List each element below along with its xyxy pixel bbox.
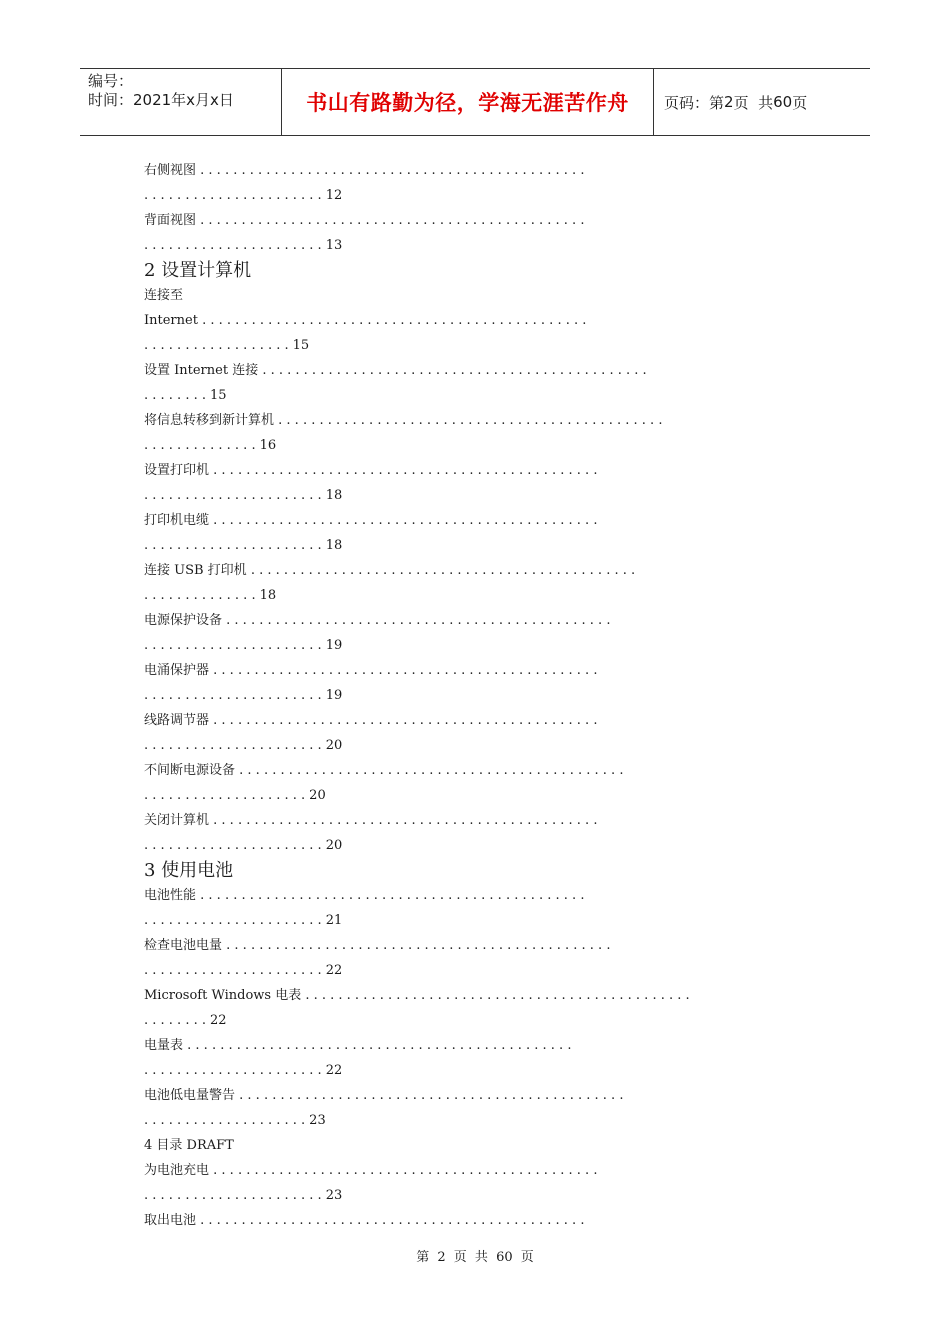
toc-page-number: 16 [259, 438, 277, 453]
toc-entry-title: 检查电池电量 [144, 938, 223, 953]
toc-entry[interactable] [144, 933, 809, 958]
toc-entry-title: 连接 USB 打印机 [144, 563, 247, 578]
toc-entry[interactable] [144, 508, 809, 533]
toc-dot-leader: . . . . . . . . . . . . . . . . . . . . . . . . . . . . . . . . . . . . . . . . . . . . . . . [196, 1213, 585, 1228]
toc-entry-continuation [144, 183, 809, 208]
toc-dot-leader: . . . . . . . . . . . . . . . . . . . . . . . . . . . . . . . . . . . . . . . . . . . . . . . [301, 988, 690, 1003]
toc-page-number: 21 [325, 913, 343, 928]
toc-entry[interactable] [144, 1158, 809, 1183]
toc-dot-leader: . . . . . . . . . . . . . . . . . . . . . . . . . . . . . . . . . . . . . . . . . . . . . . . [222, 938, 611, 953]
toc-dot-leader: . . . . . . . . . . . . . . . . . . . . . . . . . . . . . . . . . . . . . . . . . . . . . . . [235, 763, 624, 778]
toc-dot-leader: . . . . . . . . . . . . . . . . . . . . . . [144, 638, 322, 653]
toc-page-number: 20 [325, 738, 343, 753]
toc-entry-title: 电源保护设备 [144, 613, 223, 628]
toc-entry-title: Internet [144, 313, 198, 328]
toc-dot-leader: . . . . . . . . . . . . . . . . . . . . [144, 788, 306, 803]
toc-entry-title: 右侧视图 [144, 163, 197, 178]
footer-middle: 页 共 [453, 1250, 488, 1265]
toc-plain-line: 连接至 [144, 288, 184, 303]
toc-page-number: 20 [325, 838, 343, 853]
toc-dot-leader: . . . . . . . . . . . . . . . . . . . . . . . . . . . . . . . . . . . . . . . . . . . . . . . [209, 1163, 598, 1178]
toc-dot-leader: . . . . . . . . . . . . . . . . . . . . [144, 1113, 306, 1128]
toc-dot-leader: . . . . . . . . . . . . . . . . . . . . . . . . . . . . . . . . . . . . . . . . . . . . . . . [197, 313, 587, 328]
toc-entry-continuation [144, 333, 809, 358]
header-page-info [654, 69, 870, 135]
page-info-total: 60 [773, 93, 793, 111]
toc-entry-title: 设置 Internet 连接 [144, 363, 259, 378]
toc-dot-leader: . . . . . . . . . . . . . . . . . . . . . . [144, 238, 322, 253]
toc-entry-title: 线路调节器 [144, 713, 210, 728]
toc-entry[interactable] [144, 308, 809, 333]
header-motto-cell [282, 69, 654, 135]
toc-entry-continuation [144, 583, 809, 608]
header-motto: 书山有路勤为径，学海无涯苦作舟 [306, 91, 629, 115]
toc-entry-continuation [144, 233, 809, 258]
toc-dot-leader: . . . . . . . . . . . . . . . . . . . . . . . . . . . . . . . . . . . . . . . . . . . . . . . [258, 363, 647, 378]
toc-entry[interactable] [144, 1208, 809, 1233]
toc-dot-leader: . . . . . . . . . . . . . . . . . . . . . . [144, 738, 322, 753]
toc-entry-continuation [144, 483, 809, 508]
toc-entry[interactable] [144, 158, 809, 183]
toc-dot-leader: . . . . . . . . . . . . . . . . . . [144, 338, 289, 353]
toc-page-number: 23 [325, 1188, 343, 1203]
page-info-current: 2 [724, 93, 734, 111]
toc-entry-title: 电量表 [144, 1038, 184, 1053]
page-footer [0, 1246, 950, 1265]
toc-entry-continuation [144, 958, 809, 983]
toc-entry-title: 电池低电量警告 [144, 1088, 236, 1103]
toc-dot-leader: . . . . . . . . . . . . . . . . . . . . . . [144, 688, 322, 703]
toc-entry-title: 设置打印机 [144, 463, 210, 478]
toc-page-number: 12 [325, 188, 343, 203]
toc-dot-leader: . . . . . . . . . . . . . . . . . . . . . . . . . . . . . . . . . . . . . . . . . . . . . . . [196, 213, 585, 228]
toc-entry-continuation [144, 1183, 809, 1208]
toc-entry[interactable] [144, 408, 809, 433]
toc-page-number: 22 [325, 963, 343, 978]
toc-page-number: 23 [309, 1113, 326, 1128]
toc-dot-leader: . . . . . . . . . . . . . . . . . . . . . . [144, 963, 322, 978]
toc-section-heading: 3 使用电池 [144, 860, 234, 881]
page-info-suffix: 页 [792, 93, 808, 112]
toc-page-number: 22 [210, 1013, 227, 1028]
toc-dot-leader: . . . . . . . . . . . . . . [144, 438, 256, 453]
toc-page-number: 19 [325, 638, 343, 653]
toc-entry-title: 关闭计算机 [144, 813, 210, 828]
footer-suffix: 页 [520, 1250, 534, 1265]
toc-page-number: 19 [325, 688, 343, 703]
toc-dot-leader: . . . . . . . . . . . . . . . . . . . . . . . . . . . . . . . . . . . . . . . . . . . . . . . [274, 413, 663, 428]
toc-dot-leader: . . . . . . . . . . . . . . . . . . . . . . [144, 913, 322, 928]
toc-dot-leader: . . . . . . . . . . . . . . . . . . . . . . . . . . . . . . . . . . . . . . . . . . . . . . . [235, 1088, 624, 1103]
doc-code-label: 编号： [88, 72, 134, 90]
toc-dot-leader: . . . . . . . . . . . . . . . . . . . . . . . . . . . . . . . . . . . . . . . . . . . . . . . [196, 888, 585, 903]
toc-entry-continuation [144, 833, 809, 858]
toc-dot-leader: . . . . . . . . . . . . . . . . . . . . . . . . . . . . . . . . . . . . . . . . . . . . . . . [209, 713, 598, 728]
toc-entry-title: 背面视图 [144, 213, 197, 228]
toc-dot-leader: . . . . . . . . . . . . . . . . . . . . . . . . . . . . . . . . . . . . . . . . . . . . . . . [196, 163, 585, 178]
toc-section-heading: 2 设置计算机 [144, 260, 252, 281]
page-header [80, 68, 870, 136]
toc-entry[interactable] [144, 983, 809, 1008]
toc-entry-continuation [144, 433, 809, 458]
toc-dot-leader: . . . . . . . . [144, 388, 206, 403]
toc-plain-line: 4 目录 DRAFT [144, 1138, 234, 1153]
toc-dot-leader: . . . . . . . . . . . . . . . . . . . . . . . . . . . . . . . . . . . . . . . . . . . . . . . [246, 563, 636, 578]
toc-dot-leader: . . . . . . . . . . . . . . . . . . . . . . . . . . . . . . . . . . . . . . . . . . . . . . . [209, 463, 598, 478]
toc-dot-leader: . . . . . . . . . . . . . . . . . . . . . . [144, 838, 322, 853]
toc-entry-continuation [144, 533, 809, 558]
toc-entry[interactable] [144, 758, 809, 783]
toc-dot-leader: . . . . . . . . . . . . . . . . . . . . . . . . . . . . . . . . . . . . . . . . . . . . . . . [209, 663, 598, 678]
toc-entry[interactable] [144, 558, 809, 583]
header-meta [80, 69, 282, 135]
toc-dot-leader: . . . . . . . . . . . . . . . . . . . . . . [144, 188, 322, 203]
toc-page-number: 18 [259, 588, 277, 603]
toc-dot-leader: . . . . . . . . [144, 1013, 206, 1028]
toc-dot-leader: . . . . . . . . . . . . . . . . . . . . . . . . . . . . . . . . . . . . . . . . . . . . . . . [222, 613, 611, 628]
toc-entry[interactable] [144, 1033, 809, 1058]
toc-entry-continuation [144, 908, 809, 933]
page-info-middle: 页 共 [733, 93, 774, 112]
toc-page-number: 18 [325, 488, 343, 503]
toc-entry[interactable] [144, 708, 809, 733]
toc-entry-continuation [144, 733, 809, 758]
toc-entry-continuation [144, 783, 809, 808]
toc-page-number: 13 [325, 238, 343, 253]
doc-time-label: 时间：2021年x月x日 [88, 91, 234, 109]
footer-prefix: 第 [416, 1250, 430, 1265]
toc-entry-title: 取出电池 [144, 1213, 197, 1228]
toc-dot-leader: . . . . . . . . . . . . . . . . . . . . . . [144, 1188, 322, 1203]
toc-entry[interactable] [144, 358, 809, 383]
toc-entry-continuation [144, 1108, 809, 1133]
toc-dot-leader: . . . . . . . . . . . . . . . . . . . . . . . . . . . . . . . . . . . . . . . . . . . . . . . [209, 813, 598, 828]
toc-dot-leader: . . . . . . . . . . . . . . . . . . . . . . [144, 1063, 322, 1078]
toc-entry[interactable] [144, 208, 809, 233]
toc-entry-continuation [144, 383, 809, 408]
toc-dot-leader: . . . . . . . . . . . . . . [144, 588, 256, 603]
table-of-contents [144, 158, 809, 1233]
toc-page-number: 22 [325, 1063, 343, 1078]
toc-entry[interactable] [144, 658, 809, 683]
footer-current: 2 [437, 1250, 446, 1265]
toc-entry[interactable] [144, 608, 809, 633]
page-info-prefix: 页码：第 [664, 93, 725, 112]
toc-entry[interactable] [144, 1083, 809, 1108]
toc-entry-continuation [144, 1058, 809, 1083]
footer-total: 60 [496, 1250, 513, 1265]
toc-page-number: 15 [210, 388, 227, 403]
toc-page-number: 18 [325, 538, 343, 553]
toc-entry-title: 电池性能 [144, 888, 197, 903]
toc-dot-leader: . . . . . . . . . . . . . . . . . . . . . . [144, 538, 322, 553]
toc-entry-continuation [144, 633, 809, 658]
toc-entry-title: 打印机电缆 [144, 513, 210, 528]
toc-entry-title: 电涌保护器 [144, 663, 210, 678]
toc-entry-title: 为电池充电 [144, 1163, 210, 1178]
toc-entry[interactable] [144, 458, 809, 483]
toc-entry[interactable] [144, 808, 809, 833]
toc-entry-title: 不间断电源设备 [144, 763, 236, 778]
toc-dot-leader: . . . . . . . . . . . . . . . . . . . . . . . . . . . . . . . . . . . . . . . . . . . . . . . [183, 1038, 572, 1053]
toc-page-number: 15 [292, 338, 310, 353]
toc-entry-title: Microsoft Windows 电表 [144, 988, 302, 1003]
toc-entry[interactable] [144, 883, 809, 908]
toc-entry-title: 将信息转移到新计算机 [144, 413, 275, 428]
toc-dot-leader: . . . . . . . . . . . . . . . . . . . . . . . . . . . . . . . . . . . . . . . . . . . . . . . [209, 513, 598, 528]
toc-page-number: 20 [309, 788, 326, 803]
toc-entry-continuation [144, 683, 809, 708]
toc-dot-leader: . . . . . . . . . . . . . . . . . . . . . . [144, 488, 322, 503]
toc-entry-continuation [144, 1008, 809, 1033]
